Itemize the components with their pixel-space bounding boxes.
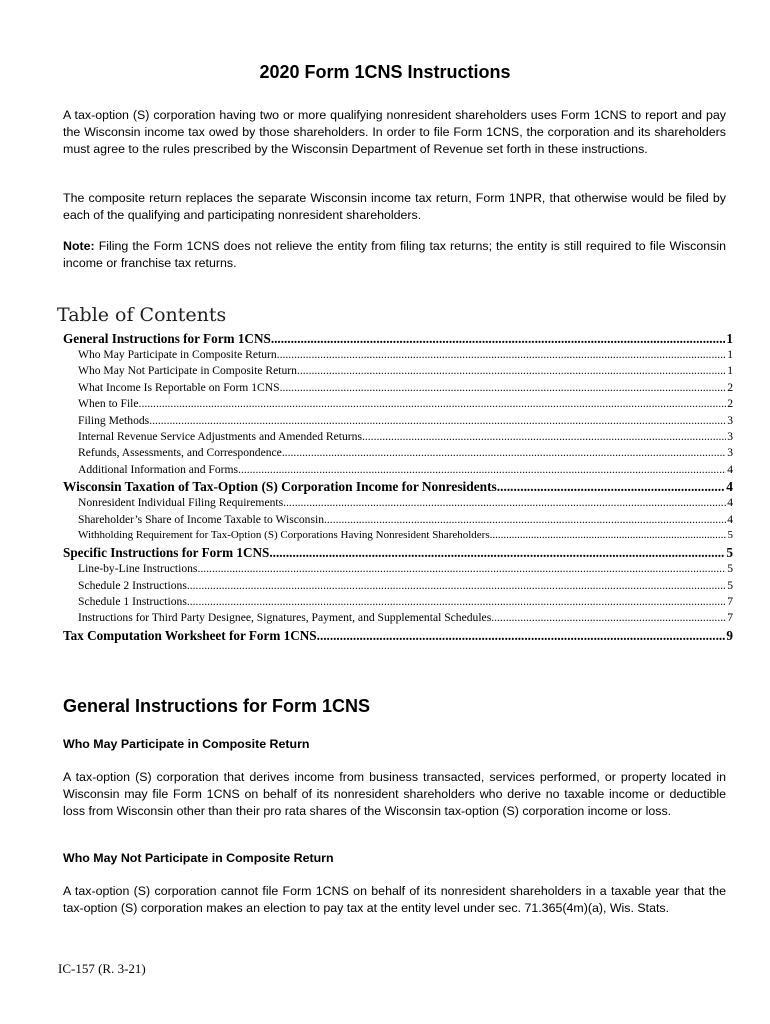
- toc-entry-label: Internal Revenue Service Adjustments and Amended Returns: [78, 429, 362, 443]
- toc-entry-label: Withholding Requirement for Tax-Option (S) Corporations Having Nonresident Shareholders: [78, 528, 490, 541]
- section-title: General Instructions for Form 1CNS: [63, 696, 371, 716]
- toc-entry-page: 5: [726, 545, 733, 561]
- toc-entry[interactable]: [63, 545, 733, 562]
- toc-entry[interactable]: [63, 562, 733, 578]
- toc-entry-label: Additional Information and Forms: [78, 462, 239, 476]
- toc-heading: Table of Contents: [57, 304, 227, 326]
- toc-entry[interactable]: [63, 496, 733, 512]
- note-paragraph: [63, 238, 726, 272]
- who-may-not-participate-text: A tax-option (S) corporation cannot file Form 1CNS on behalf of its nonresident shareholders in a taxable year that the tax-option (S) corporation makes an election to pay tax at the entity level under sec. 71.365(4m)(a), Wis. Stats.: [63, 884, 726, 915]
- toc-entry-page: 5: [727, 578, 733, 592]
- toc-entry-label: Who May Not Participate in Composite Return: [78, 364, 297, 378]
- toc-entry-label: General Instructions for Form 1CNS: [63, 331, 271, 346]
- intro-paragraph-2: The composite return replaces the separate Wisconsin income tax return, Form 1NPR, that otherwise would be filed by each of the qualifying and participating nonresident shareholders.: [63, 191, 726, 222]
- who-may-participate-text: A tax-option (S) corporation that derives income from business transacted, services performed, or property located in Wisconsin may file Form 1CNS on behalf of its nonresident shareholders who derive no taxable income or deductible loss from Wisconsin other than their pro rata shares of the Wisconsin tax-option (S) corporation income or loss.: [63, 770, 726, 818]
- toc-entry-page: 9: [726, 627, 733, 643]
- toc-entry-label: Refunds, Assessments, and Correspondence: [78, 446, 282, 460]
- toc-entry[interactable]: [63, 348, 733, 364]
- form-footer: IC-157 (R. 3-21): [58, 961, 146, 976]
- toc-entry[interactable]: [63, 611, 733, 627]
- toc-entry[interactable]: [63, 414, 733, 430]
- toc-entry[interactable]: [63, 529, 733, 545]
- toc-entry-page: 3: [727, 413, 733, 427]
- note-text: Filing the Form 1CNS does not relieve the entity from filing tax returns; the entity is still required to file Wisconsin income or franchise tax returns.: [63, 239, 726, 270]
- toc-entry[interactable]: [63, 397, 733, 413]
- toc-entry-page: 4: [727, 496, 733, 510]
- document-title: 2020 Form 1CNS Instructions: [259, 62, 511, 82]
- toc-entry-label: Line-by-Line Instructions: [78, 562, 198, 576]
- toc-entry-label: Who May Participate in Composite Return: [78, 348, 277, 361]
- toc-entry-label: Wisconsin Taxation of Tax-Option (S) Corporation Income for Nonresidents: [63, 479, 497, 495]
- toc-entry-page: 2: [727, 397, 733, 411]
- toc-entry-page: 4: [727, 512, 733, 526]
- toc-entry-label: Schedule 1 Instructions: [78, 595, 187, 609]
- toc-entry-label: Shareholder’s Share of Income Taxable to Wisconsin: [78, 512, 324, 526]
- toc-entry-page: 7: [727, 611, 733, 625]
- toc-entry-page: 1: [726, 331, 733, 346]
- toc-entry-page: 4: [726, 479, 733, 495]
- toc-entry-page: 1: [727, 364, 733, 378]
- toc-entry[interactable]: [63, 513, 733, 529]
- toc-entry-label: Filing Methods: [78, 413, 150, 427]
- toc-entry[interactable]: [63, 579, 733, 595]
- who-may-participate-heading: Who May Participate in Composite Return: [63, 737, 310, 751]
- table-of-contents: [63, 331, 733, 645]
- toc-entry[interactable]: [63, 364, 733, 380]
- toc-entry-label: When to File: [78, 397, 139, 411]
- toc-entry-page: 3: [727, 446, 733, 460]
- toc-entry[interactable]: [63, 595, 733, 611]
- toc-entry[interactable]: [63, 331, 733, 348]
- toc-entry-label: Nonresident Individual Filing Requirements: [78, 496, 284, 510]
- toc-entry-label: Specific Instructions for Form 1CNS: [63, 545, 270, 561]
- toc-entry-page: 3: [727, 429, 733, 443]
- toc-entry-label: Schedule 2 Instructions: [78, 578, 187, 592]
- toc-entry-page: 1: [727, 348, 733, 361]
- intro-paragraph-1: A tax-option (S) corporation having two or more qualifying nonresident shareholders uses Form 1CNS to report and pay the Wisconsin income tax owed by those shareholders. In order to file Form 1CNS, the corporation and its shareholders must agree to the rules prescribed by the Wisconsin Department of Revenue set forth in these instructions.: [63, 108, 726, 156]
- toc-entry[interactable]: [63, 381, 733, 397]
- toc-entry[interactable]: [63, 446, 733, 462]
- who-may-not-participate-heading: Who May Not Participate in Composite Return: [63, 851, 334, 865]
- toc-entry-page: 2: [727, 380, 733, 394]
- toc-entry[interactable]: [63, 430, 733, 446]
- toc-entry-label: Tax Computation Worksheet for Form 1CNS: [63, 627, 317, 643]
- toc-entry-page: 5: [727, 562, 733, 576]
- toc-entry[interactable]: [63, 463, 733, 479]
- toc-entry-label: Instructions for Third Party Designee, Signatures, Payment, and Supplemental Schedules: [78, 611, 492, 625]
- toc-entry-page: 7: [727, 595, 733, 609]
- toc-entry-page: 5: [727, 528, 733, 541]
- toc-entry[interactable]: [63, 479, 733, 496]
- note-label: Note:: [63, 239, 95, 253]
- toc-entry-page: 4: [727, 462, 733, 476]
- toc-entry-label: What Income Is Reportable on Form 1CNS: [78, 380, 280, 394]
- toc-entry[interactable]: [63, 628, 733, 645]
